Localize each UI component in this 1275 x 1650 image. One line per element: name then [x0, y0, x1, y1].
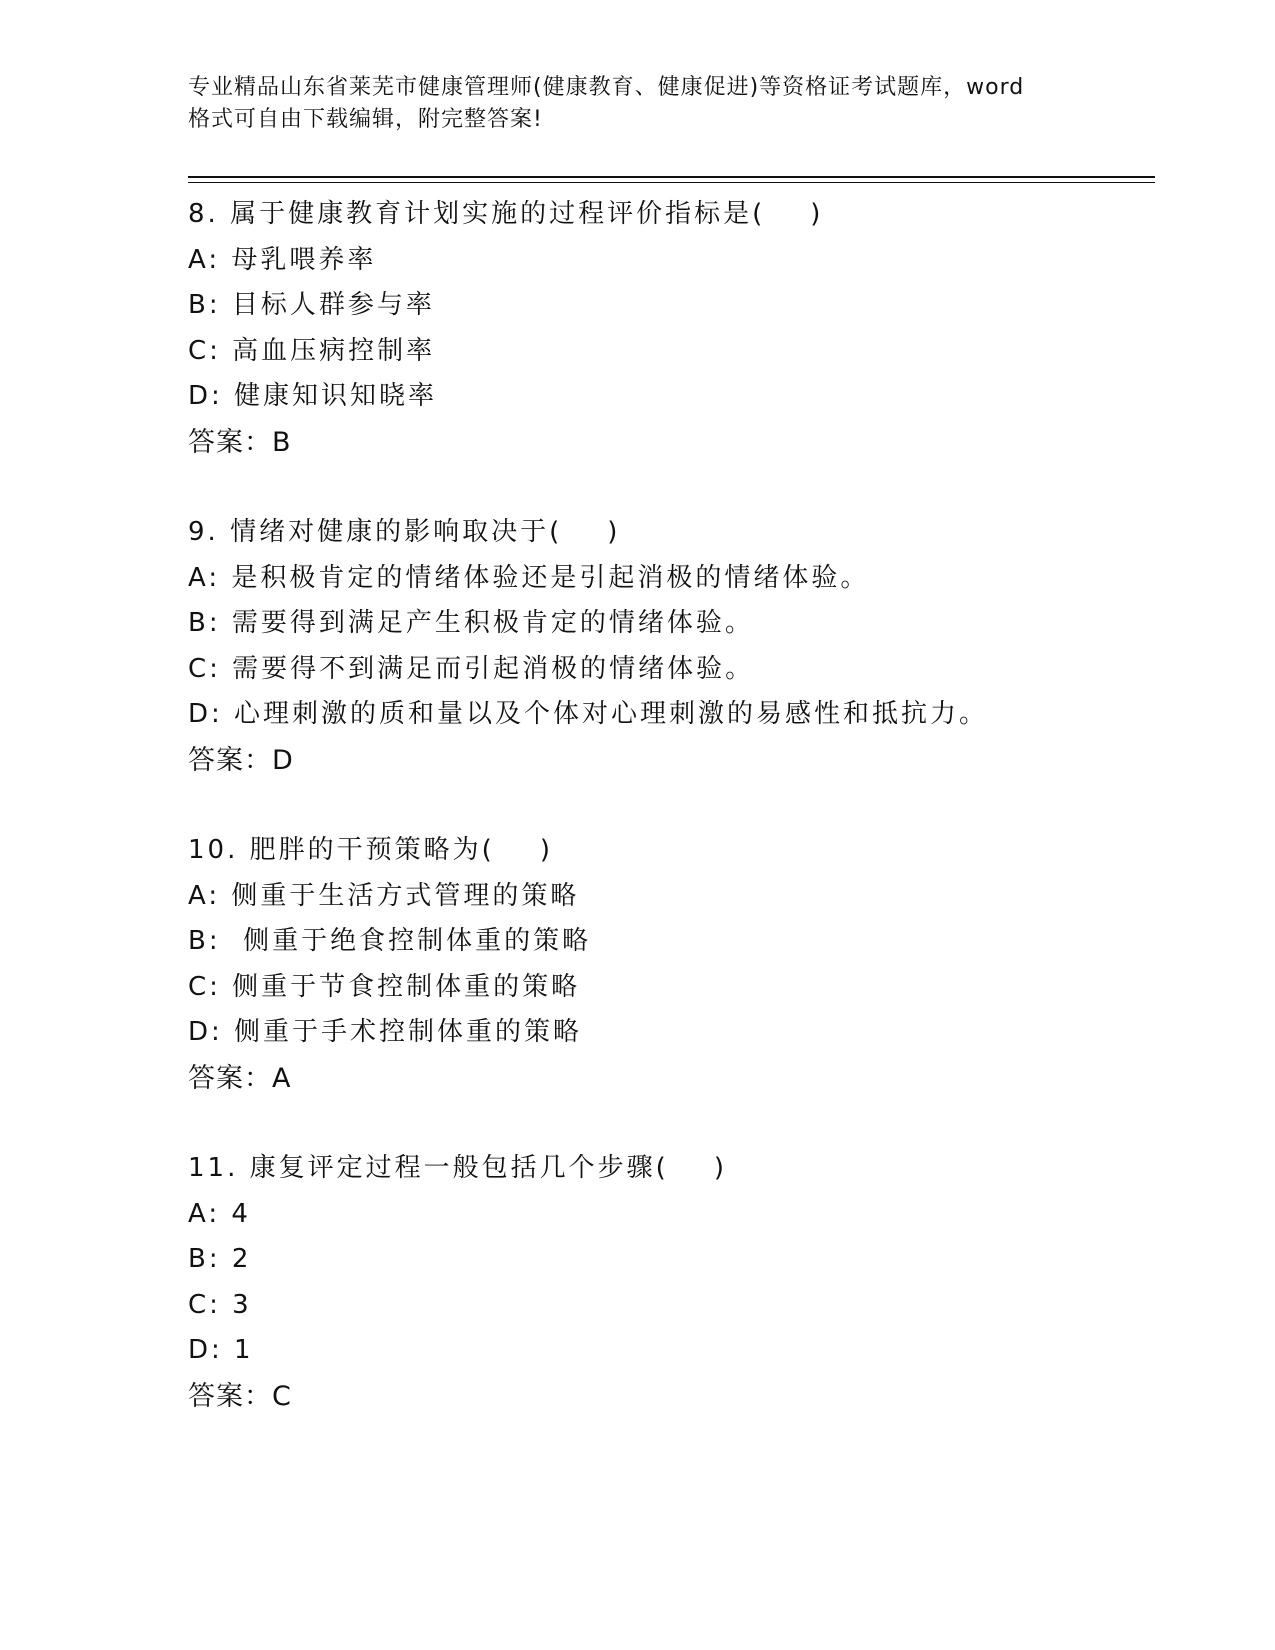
- header-rule-thick: [188, 176, 1155, 178]
- answer-line: 答案：B: [188, 426, 292, 458]
- question-stem: 11. 康复评定过程一般包括几个步骤( ): [188, 1153, 727, 1183]
- option-a: A: 是积极肯定的情绪体验还是引起消极的情绪体验。: [188, 562, 870, 593]
- option-d: D: 侧重于手术控制体重的策略: [188, 1017, 583, 1047]
- document-header: [188, 72, 1088, 136]
- question-9: [188, 510, 1148, 783]
- question-stem: 10. 肥胖的干预策略为( ): [188, 835, 553, 865]
- option-c: C: 3: [188, 1289, 252, 1320]
- answer-line: 答案：D: [188, 744, 294, 776]
- option-d: D: 1: [188, 1335, 254, 1365]
- option-c: C: 高血压病控制率: [188, 335, 436, 366]
- question-8: [188, 192, 1148, 465]
- option-b: B: 侧重于绝食控制体重的策略: [188, 926, 592, 956]
- header-rule-thin: [188, 182, 1155, 183]
- answer-line: 答案：C: [188, 1380, 292, 1412]
- answer-line: 答案：A: [188, 1062, 292, 1094]
- header-line-1: 专业精品山东省莱芜市健康管理师(健康教育、健康促进)等资格证考试题库，word: [188, 75, 1025, 100]
- question-stem: 9. 情绪对健康的影响取决于( ): [188, 517, 621, 547]
- option-c: C: 需要得不到满足而引起消极的情绪体验。: [188, 653, 755, 684]
- option-c: C: 侧重于节食控制体重的策略: [188, 971, 581, 1002]
- option-d: D: 健康知识知晓率: [188, 381, 438, 411]
- option-a: A: 侧重于生活方式管理的策略: [188, 880, 580, 911]
- question-11: [188, 1146, 1148, 1419]
- question-10: [188, 828, 1148, 1101]
- header-line-2: 格式可自由下载编辑，附完整答案!: [188, 107, 543, 132]
- option-a: A: 母乳喂养率: [188, 244, 377, 275]
- option-a: A: 4: [188, 1198, 251, 1229]
- question-list: [188, 192, 1148, 1464]
- option-b: B: 需要得到满足产生积极肯定的情绪体验。: [188, 608, 754, 638]
- option-d: D: 心理刺激的质和量以及个体对心理刺激的易感性和抵抗力。: [188, 699, 989, 729]
- option-b: B: 目标人群参与率: [188, 290, 435, 320]
- option-b: B: 2: [188, 1244, 252, 1274]
- question-stem: 8. 属于健康教育计划实施的过程评价指标是( ): [188, 199, 824, 229]
